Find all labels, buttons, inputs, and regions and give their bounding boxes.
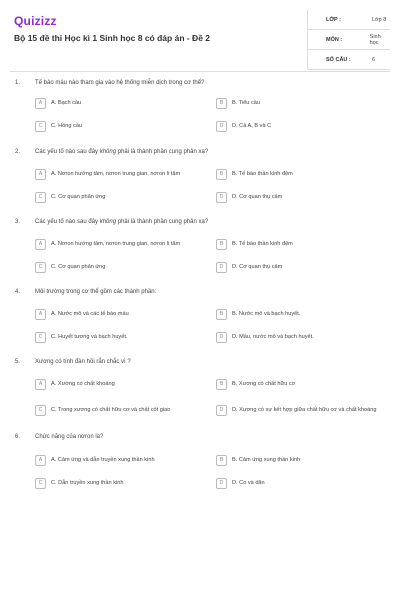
option-text: A. Bạch cầu [51,99,82,106]
question-text: Các yếu tố nào sau đây không phải là thành phần cung phản xạ? [35,149,209,155]
option-text: B. Cảm ứng xung thần kinh [232,456,301,463]
option-text: D. Xương có sự kết hợp giữa chất hữu cơ và chất khoáng [232,406,377,413]
info-key: LỚP : [326,16,341,23]
option-letter: C [35,478,46,489]
option-a[interactable] [35,453,205,467]
question-number: 3. [15,219,21,225]
question-text: Môi trường trong cơ thể gồm các thành phần: [35,289,157,295]
info-row-count [308,50,390,70]
info-value: Sinh học [369,33,381,46]
option-letter: A [35,379,46,390]
option-text: A. Xương có chất khoáng [51,380,115,387]
option-text: B. Tế bào thần kinh đệm [232,240,293,247]
option-text: D. Cơ quan thụ cảm [232,193,283,200]
option-letter: B [216,169,227,180]
option-letter: D [216,478,227,489]
option-b[interactable] [216,167,392,181]
option-text: C. Cơ quan phản ứng [51,263,106,270]
option-text: C. Hồng cầu [51,122,83,129]
option-text: C. Cơ quan phản ứng [51,193,106,200]
option-b[interactable] [216,453,392,467]
option-letter: D [216,121,227,132]
option-letter: B [216,98,227,109]
option-d[interactable] [216,401,392,419]
option-c[interactable] [35,403,205,417]
option-d[interactable] [216,330,392,344]
question-number: 1. [15,80,21,86]
question-text: Tế bào máu nào tham gia vào hệ thống miễn dịch trong cơ thể? [35,80,205,86]
info-value: Lớp 8 [372,16,387,23]
question-number: 5. [15,359,21,365]
option-letter: D [216,405,227,416]
option-letter: A [35,169,46,180]
option-c[interactable] [35,330,205,344]
option-letter: D [216,192,227,203]
option-c[interactable] [35,190,205,204]
option-text: B. Nước mô và bạch huyết. [232,310,301,317]
option-text: C. Dẫn truyền xung thần kinh [51,479,124,486]
option-d[interactable] [216,476,392,490]
question-number: 2. [15,149,21,155]
option-letter: A [35,239,46,250]
option-c[interactable] [35,260,205,274]
option-letter: A [35,98,46,109]
option-text: D. Co và dãn [232,479,265,486]
option-c[interactable] [35,476,205,490]
option-letter: C [35,121,46,132]
question-number: 4. [15,289,21,295]
option-c[interactable] [35,119,205,133]
option-a[interactable] [35,237,205,251]
option-b[interactable] [216,307,392,321]
header-divider [10,71,390,72]
option-text: C. Huyết tương và bạch huyết. [51,333,128,340]
info-row-subject [308,30,390,50]
info-key: SỐ CÂU : [326,56,351,63]
option-a[interactable] [35,377,205,391]
option-b[interactable] [216,96,392,110]
option-text: B. Tế bào thần kinh đệm [232,170,293,177]
info-value: 6 [372,56,376,63]
question-number: 6. [15,434,21,440]
option-d[interactable] [216,260,392,274]
option-letter: B [216,455,227,466]
option-letter: A [35,309,46,320]
option-letter: B [216,309,227,320]
option-letter: C [35,192,46,203]
option-a[interactable] [35,307,205,321]
question-text: Các yếu tố nào sau đây không phải là thành phần cung phản xạ? [35,219,209,225]
option-letter: C [35,332,46,343]
option-a[interactable] [35,167,205,181]
option-text: A. Nơron hướng tâm, nơron trung gian, nơron li tâm [51,170,181,177]
option-letter: A [35,455,46,466]
option-text: A. Nước mô và các tế bào máu [51,310,129,317]
worksheet-title: Bộ 15 đề thi Học kì 1 Sinh học 8 có đáp án - Đề 2 [14,33,211,43]
option-text: A. Cảm ứng và dẫn truyền xung thần kinh [51,456,155,463]
option-letter: C [35,405,46,416]
option-letter: B [216,239,227,250]
option-text: D. Máu, nước mô và bạch huyết. [232,333,314,340]
question-text: Xương có tính đàn hồi rắn chắc vì ? [35,359,131,365]
option-d[interactable] [216,190,392,204]
quizizz-logo: Quizizz [14,14,57,28]
option-letter: D [216,332,227,343]
info-row-class [308,10,390,30]
option-letter: D [216,262,227,273]
question-text: Chức năng của nơron là? [35,434,104,440]
option-d[interactable] [216,119,392,133]
option-letter: B [216,379,227,390]
option-text: A. Nơron hướng tâm, nơron trung gian, nơron li tâm [51,240,181,247]
option-b[interactable] [216,377,392,391]
option-text: C. Trong xương có chất hữu cơ và chất cốt giao [51,406,171,413]
info-table [307,10,390,70]
option-b[interactable] [216,237,392,251]
option-a[interactable] [35,96,205,110]
option-text: D. Cơ quan thụ cảm [232,263,283,270]
option-text: B. Xương có chất hữu cơ [232,380,296,387]
option-text: D. Cả A, B và C [232,122,272,129]
option-text: B. Tiểu cầu [232,99,260,106]
option-letter: C [35,262,46,273]
info-key: MÔN : [326,36,343,43]
